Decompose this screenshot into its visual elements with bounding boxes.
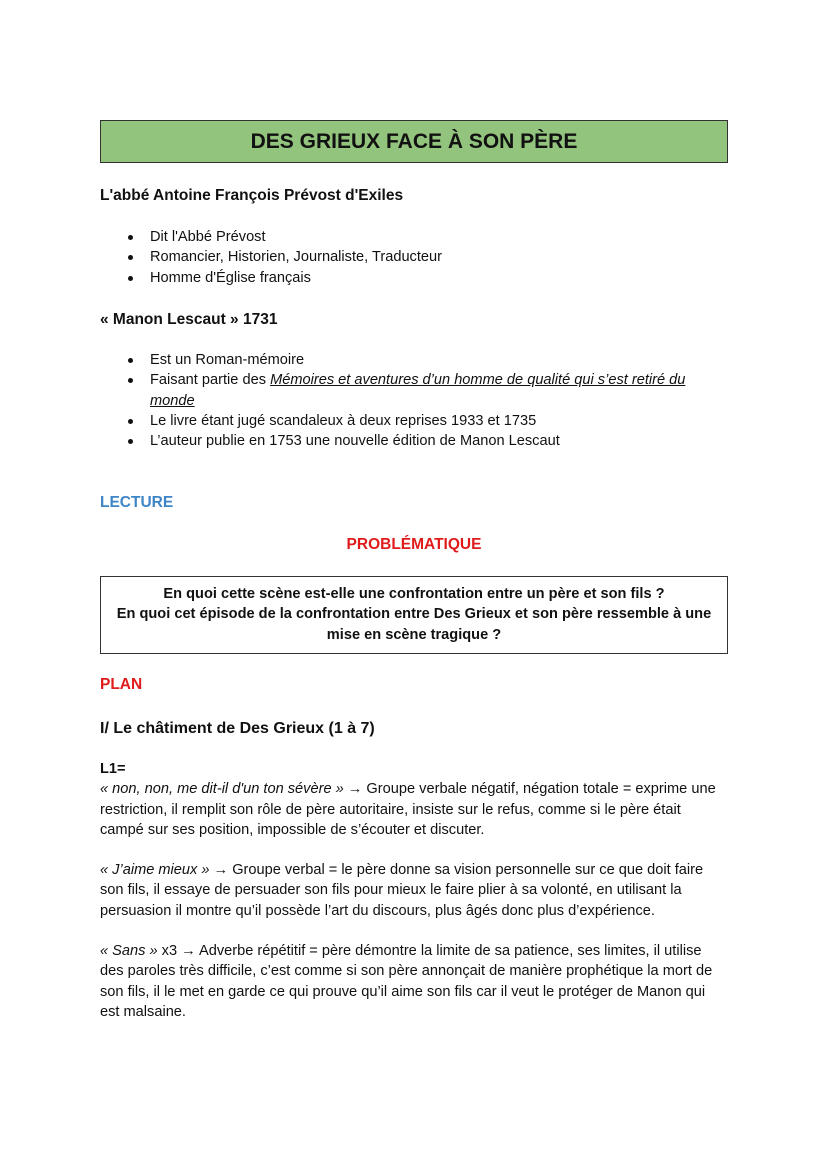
book-title: Mémoires et aventures d’un homme de qualité qui s’est retiré du monde <box>150 372 686 409</box>
quote: « Sans » <box>100 943 158 960</box>
analysis-text: → Groupe verbal = le père donne sa vision personnelle sur ce que doit faire son fils, il essaye de persuader son fils pour mieux le faire plier à sa volonté, en utilisant la persuasion il montre qu’il possède l’art du discours, plus âgés donc plus d’expérience. <box>100 862 704 919</box>
problematique-question-2: En quoi cet épisode de la confrontation entre Des Grieux et son père ressemble à une mise en scène tragique ? <box>116 606 712 643</box>
list-item-text: Faisant partie des <box>150 372 271 389</box>
author-heading: L'abbé Antoine François Prévost d'Exiles <box>100 187 404 204</box>
plan-heading: PLAN <box>100 676 143 693</box>
analysis-paragraph <box>100 779 728 840</box>
list-item: Est un Roman-mémoire <box>100 350 728 370</box>
quote: « non, non, me dit-il d'un ton sévère » <box>100 781 344 798</box>
author-list <box>100 227 728 288</box>
analysis-paragraph <box>100 941 728 1022</box>
part1-heading: I/ Le châtiment de Des Grieux (1 à 7) <box>100 720 375 737</box>
list-item: Romancier, Historien, Journaliste, Traducteur <box>100 247 728 267</box>
work-list <box>100 350 728 451</box>
problematique-heading: PROBLÉMATIQUE <box>346 536 482 553</box>
document-title <box>100 120 728 163</box>
title-text: DES GRIEUX FACE À SON PÈRE <box>250 129 578 153</box>
analysis-text: x3 → Adverbe répétitif = père démontre la limite de sa patience, ses limites, il utilise des paroles très difficile, c’est comme si son père annonçait de manière prophétique la mort de son fils, il le met en garde ce qui prouve qu’il aime son fils car il veut le protéger de Manon qui est malsaine. <box>100 943 713 1020</box>
list-item <box>100 370 728 411</box>
problematique-box <box>100 576 728 654</box>
list-item: Dit l'Abbé Prévost <box>100 227 728 247</box>
problematique-question-1: En quoi cette scène est-elle une confrontation entre un père et son fils ? <box>163 586 665 602</box>
part1-body <box>100 759 728 1022</box>
analysis-paragraph <box>100 860 728 921</box>
line-label: L1= <box>100 761 126 777</box>
list-item: L’auteur publie en 1753 une nouvelle édition de Manon Lescaut <box>100 431 728 451</box>
list-item: Le livre étant jugé scandaleux à deux reprises 1933 et 1735 <box>100 411 728 431</box>
lecture-heading: LECTURE <box>100 494 174 511</box>
analysis-text: → Groupe verbale négatif, négation totale = exprime une restriction, il remplit son rôle de père autoritaire, insiste sur le refus, comme si le père était campé sur ses position, impossible de s’écouter et discuter. <box>100 781 716 838</box>
quote: « J’aime mieux » <box>100 862 210 879</box>
work-heading: « Manon Lescaut » 1731 <box>100 311 278 328</box>
list-item: Homme d'Église français <box>100 268 728 288</box>
